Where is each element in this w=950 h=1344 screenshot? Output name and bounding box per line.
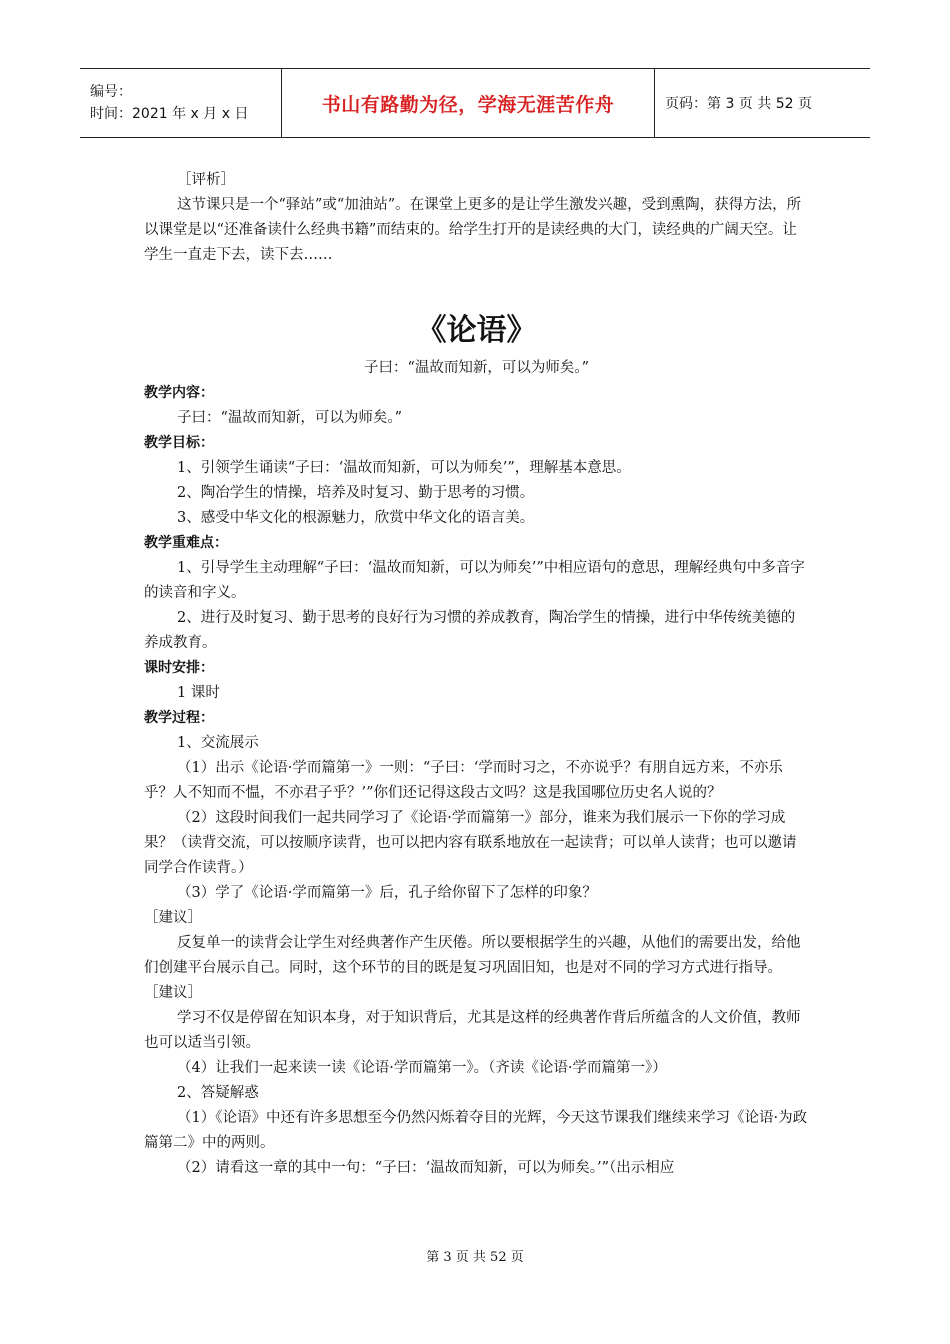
process-substep: （1）出示《论语·学而篇第一》一则：“子曰：‘学而时习之，不亦说乎？有朋自远方来，不亦乐乎？人不知而不愠，不亦君子乎？’”你们还记得这段古文吗？这是我国哪位历史名人说的？	[144, 760, 783, 801]
process-step: 2、答疑解惑	[177, 1085, 259, 1101]
content-text: 子曰：“温故而知新，可以为师矣。”	[177, 410, 403, 426]
page-footer: 第 3 页 共 52 页	[426, 1250, 524, 1265]
page-title: 《论语》	[416, 313, 537, 348]
subtitle: 子曰：“温故而知新，可以为师矣。”	[363, 360, 590, 376]
process-substep: （2）请看这一章的其中一句：“子曰：‘温故而知新，可以为师矣。’”（出示相应	[177, 1160, 675, 1176]
process-step: 1、交流展示	[177, 735, 259, 751]
process-substep: （4）让我们一起来读一读《论语·学而篇第一》。（齐读《论语·学而篇第一》）	[177, 1060, 667, 1076]
motto: 书山有路勤为径，学海无涯苦作舟	[321, 93, 615, 116]
process-substep: （1）《论语》中还有许多思想至今仍然闪烁着夺目的光辉，今天这节课我们继续来学习《论语·为政篇第二》中的两则。	[144, 1110, 808, 1151]
number-label: 编号：	[90, 84, 132, 100]
schedule-text: 1 课时	[177, 685, 220, 701]
advice-heading: ［建议］	[144, 910, 202, 926]
header-motto-cell	[282, 69, 655, 137]
schedule-label: 课时安排：	[144, 660, 214, 676]
analysis-heading: ［评析］	[177, 172, 235, 188]
goal-item: 3、感受中华文化的根源魅力，欣赏中华文化的语言美。	[177, 510, 535, 526]
difficulty-item: 2、进行及时复习、勤于思考的良好行为习惯的养成教育，陶冶学生的情操，进行中华传统美德的养成教育。	[144, 610, 796, 651]
date-label: 时间：2021 年 x 月 x 日	[90, 106, 249, 122]
process-label: 教学过程：	[144, 710, 214, 726]
header-meta	[80, 69, 282, 137]
advice-heading: ［建议］	[144, 985, 202, 1001]
analysis-text: 这节课只是一个“驿站”或“加油站”。在课堂上更多的是让学生激发兴趣，受到熏陶，获得方法，所以课堂是以“还准备读什么经典书籍”而结束的。给学生打开的是读经典的大门，读经典的广阔天空。让学生一直走下去，读下去……	[144, 197, 802, 263]
goal-item: 1、引领学生诵读“子曰：‘温故而知新，可以为师矣’”，理解基本意思。	[177, 460, 631, 476]
advice-text: 反复单一的读背会让学生对经典著作产生厌倦。所以要根据学生的兴趣，从他们的需要出发，给他们创建平台展示自己。同时，这个环节的目的既是复习巩固旧知，也是对不同的学习方式进行指导。	[144, 935, 801, 976]
content-label: 教学内容：	[144, 385, 214, 401]
header-page-cell	[655, 69, 870, 137]
process-substep: （3）学了《论语·学而篇第一》后，孔子给你留下了怎样的印象？	[177, 885, 597, 901]
page-header	[80, 68, 870, 138]
difficulty-item: 1、引导学生主动理解“子曰：‘温故而知新，可以为师矣’”中相应语句的意思，理解经典句中多音字的读音和字义。	[144, 560, 805, 601]
goal-item: 2、陶冶学生的情操，培养及时复习、勤于思考的习惯。	[177, 485, 535, 501]
goals-label: 教学目标：	[144, 435, 214, 451]
page-info: 页码：第 3 页 共 52 页	[665, 96, 812, 112]
process-substep: （2）这段时间我们一起共同学习了《论语·学而篇第一》部分，谁来为我们展示一下你的学习成果？（读背交流，可以按顺序读背，也可以把内容有联系地放在一起读背；可以单人读背；也可以邀请同学合作读背。）	[144, 810, 797, 876]
difficulty-label: 教学重难点：	[144, 535, 228, 551]
advice-text: 学习不仅是停留在知识本身，对于知识背后，尤其是这样的经典著作背后所蕴含的人文价值，教师也可以适当引领。	[144, 1010, 801, 1051]
document-body	[144, 168, 809, 1181]
